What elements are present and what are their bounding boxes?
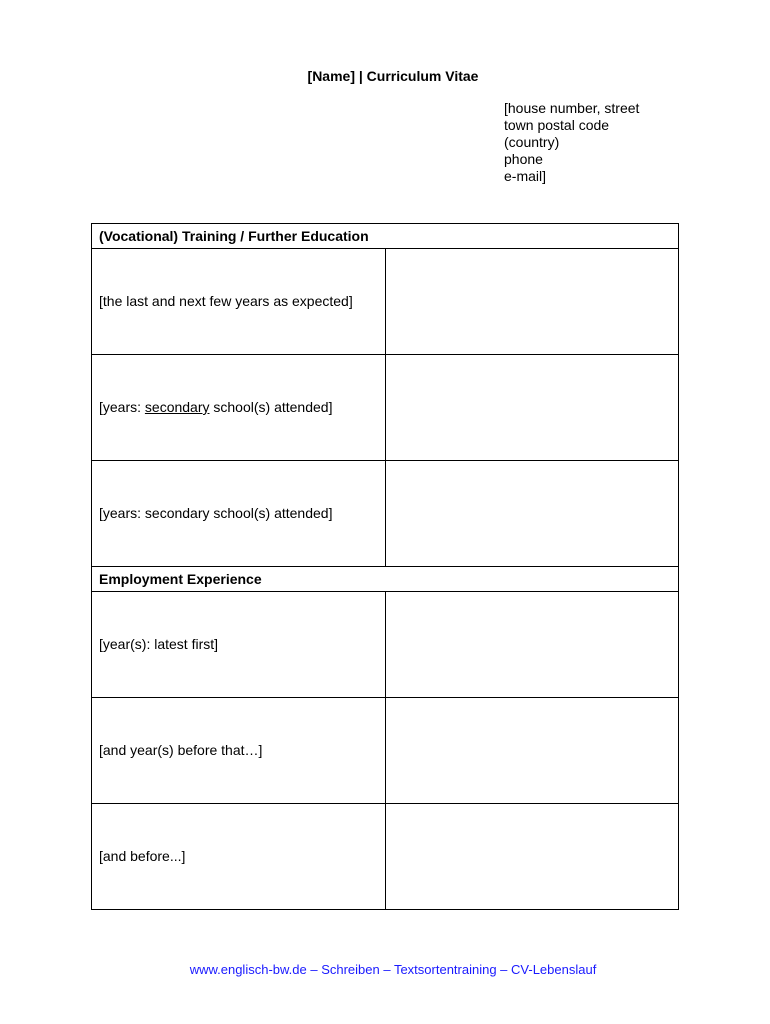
table-row xyxy=(92,592,679,698)
address-line-phone: phone xyxy=(504,151,543,167)
table-row xyxy=(92,249,679,355)
entry-label xyxy=(92,355,386,461)
table-row xyxy=(92,355,679,461)
entry-label-text: [and before...] xyxy=(99,848,186,864)
table-row xyxy=(92,698,679,804)
entry-label xyxy=(92,698,386,804)
entry-label xyxy=(92,592,386,698)
entry-label-underlined-text: secondary xyxy=(144,399,210,415)
section-header-row xyxy=(92,567,679,592)
entry-label xyxy=(92,461,386,567)
cv-table xyxy=(91,223,679,910)
section-heading-employment: Employment Experience xyxy=(92,567,679,592)
address-line-street: [house number, street xyxy=(504,100,640,116)
table-row xyxy=(92,804,679,910)
entry-label-text: [year(s): latest first] xyxy=(99,636,219,652)
footer-link[interactable]: www.englisch-bw.de – Schreiben – Textsortentraining – CV-Lebenslauf xyxy=(189,962,597,977)
address-line-town: town postal code xyxy=(504,117,610,133)
entry-content-cell[interactable] xyxy=(385,461,679,567)
entry-label-text: [years: xyxy=(99,399,145,415)
entry-label xyxy=(92,249,386,355)
entry-content-cell[interactable] xyxy=(385,249,679,355)
address-line-email: e-mail] xyxy=(504,168,547,184)
section-header-row xyxy=(92,224,679,249)
entry-label-text: [the last and next few years as expected] xyxy=(99,293,353,309)
address-line-country: (country) xyxy=(504,134,560,150)
entry-content-cell[interactable] xyxy=(385,355,679,461)
entry-content-cell[interactable] xyxy=(385,592,679,698)
entry-label-text: [years: secondary school(s) attended] xyxy=(99,505,333,521)
section-heading-training: (Vocational) Training / Further Education xyxy=(92,224,679,249)
entry-label-text: school(s) attended] xyxy=(209,399,333,415)
table-row xyxy=(92,461,679,567)
entry-label-text: [and year(s) before that…] xyxy=(99,742,263,758)
entry-content-cell[interactable] xyxy=(385,698,679,804)
entry-content-cell[interactable] xyxy=(385,804,679,910)
address-block xyxy=(504,100,639,185)
entry-label xyxy=(92,804,386,910)
document-title: [Name] | Curriculum Vitae xyxy=(307,68,479,84)
